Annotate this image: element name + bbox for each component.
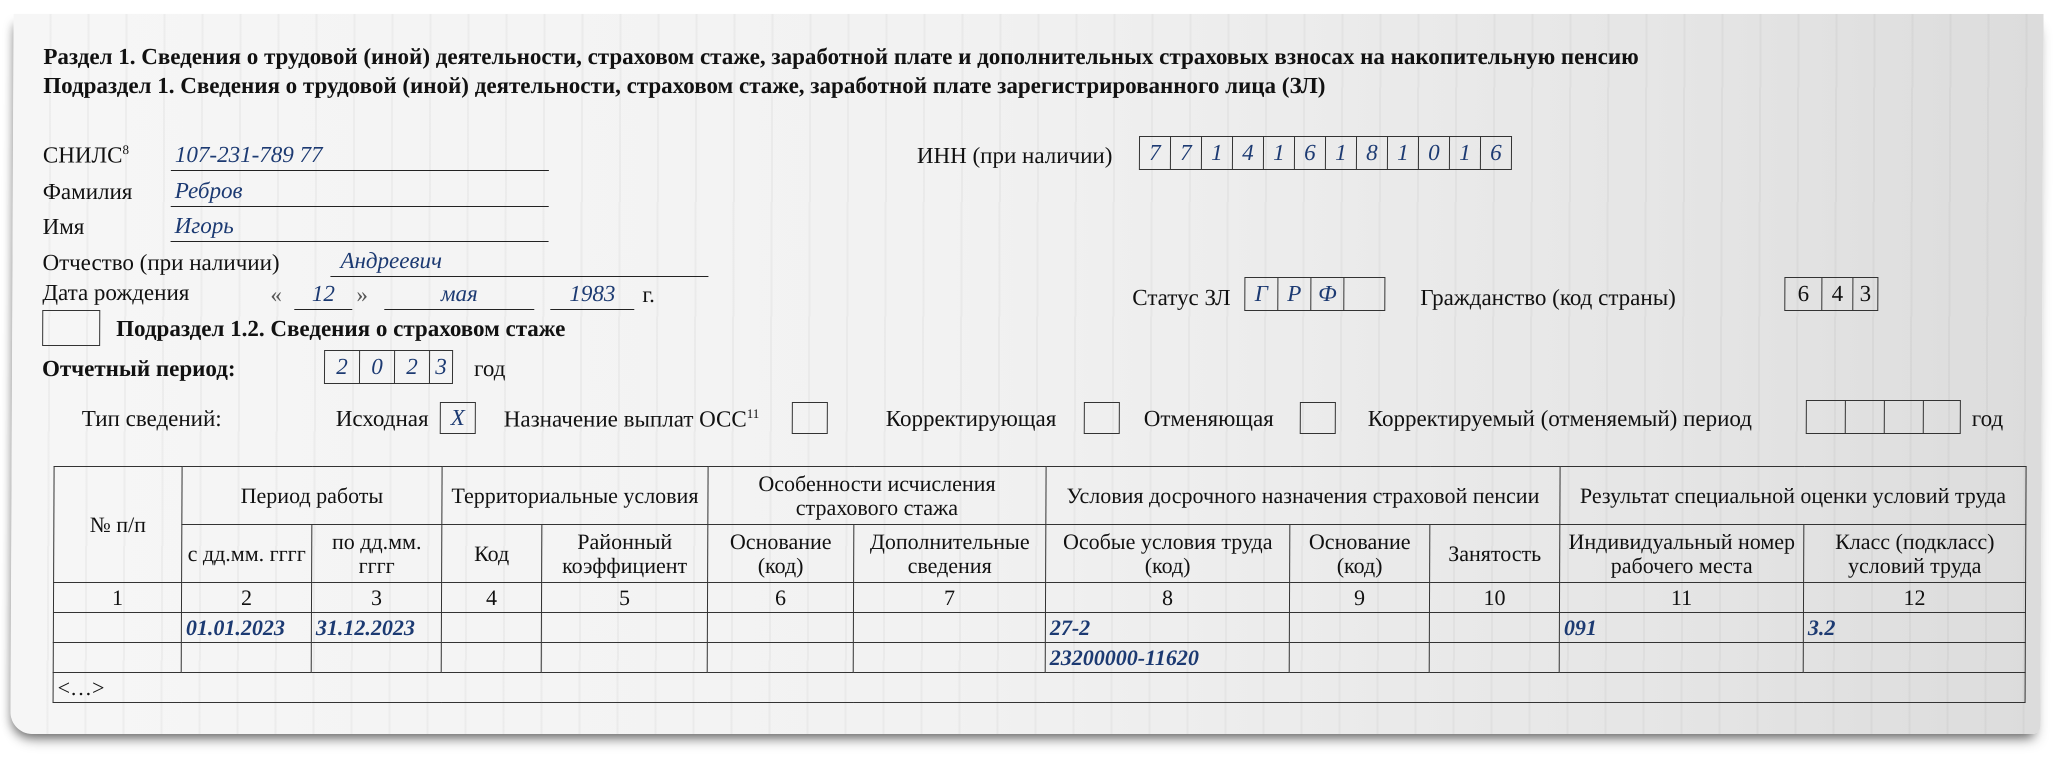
citizenship-digit: 4	[1822, 278, 1853, 310]
cell-terr-coef[interactable]	[541, 613, 707, 643]
corrected-period-cell	[1846, 401, 1885, 433]
cell-early-base[interactable]	[1289, 643, 1429, 673]
header-eval: Результат специальной оценки условий труда	[1560, 467, 2026, 525]
inn-digit: 6	[1490, 140, 1502, 165]
name-field[interactable]	[171, 213, 549, 242]
corrected-period-cell	[1885, 401, 1924, 433]
status-char: Р	[1278, 278, 1311, 310]
status-char: Ф	[1311, 278, 1344, 310]
col-number: 6	[707, 583, 853, 613]
cell-from[interactable]: 01.01.2023	[181, 613, 311, 643]
subsection-12-checkbox[interactable]	[42, 310, 100, 346]
cell-early-special[interactable]: 23200000-11620	[1045, 643, 1289, 673]
cell-terr-code[interactable]	[441, 613, 541, 643]
inn-digit: 1	[1326, 137, 1357, 169]
citizenship-field[interactable]	[1784, 277, 1878, 311]
cell-num[interactable]	[53, 613, 181, 643]
header-num: № п/п	[54, 467, 183, 583]
inn-digit: 8	[1357, 137, 1388, 169]
inn-label: ИНН (при наличии)	[916, 143, 1113, 168]
citizenship-digit: 6	[1785, 278, 1822, 310]
cell-eval-class[interactable]	[1803, 643, 2025, 673]
cell-early-busy[interactable]	[1429, 643, 1559, 673]
header-from: с дд.мм. гггг	[182, 525, 312, 583]
inn-digit: 1	[1264, 137, 1295, 169]
inn-digit: 7	[1140, 137, 1171, 169]
corrected-period-suffix: год	[1971, 406, 2004, 431]
col-number: 9	[1289, 583, 1429, 613]
col-number: 11	[1559, 583, 1803, 613]
cell-to[interactable]	[311, 643, 441, 673]
table-row	[53, 643, 2025, 673]
dob-year-suffix: г.	[642, 282, 655, 307]
header-to: по дд.мм. гггг	[312, 525, 442, 583]
inn-digit: 7	[1171, 137, 1202, 169]
inn-digit: 1	[1202, 137, 1233, 169]
header-early: Условия досрочного назначения страховой пенсии	[1046, 467, 1560, 525]
info-type-label: Тип сведений:	[81, 406, 222, 431]
form-sheet	[10, 14, 2043, 734]
status-char	[1344, 278, 1384, 310]
header-early-busy: Занятость	[1430, 525, 1560, 583]
cell-num[interactable]	[53, 643, 181, 673]
work-period-table	[53, 466, 2027, 703]
inn-digit: 6	[1295, 137, 1326, 169]
col-number: 7	[853, 583, 1045, 613]
header-early-base: Основание (код)	[1290, 525, 1430, 583]
corrected-period-cell	[1807, 401, 1846, 433]
dob-day-field[interactable]: 12	[294, 281, 352, 310]
inn-digit: 0	[1419, 137, 1450, 169]
snils-value: 107-231-789 77	[174, 142, 323, 167]
header-calc-base: Основание (код)	[708, 525, 854, 583]
col-number: 1	[53, 583, 181, 613]
corrected-period-field[interactable]	[1806, 400, 1961, 434]
corrective-label: Корректирующая	[885, 406, 1057, 431]
col-number: 10	[1429, 583, 1559, 613]
dob-year-field[interactable]: 1983	[550, 281, 634, 310]
col-number: 3	[311, 583, 441, 613]
header-calc-add: Дополнительные сведения	[854, 525, 1046, 583]
period-field[interactable]	[324, 350, 453, 384]
name-label: Имя	[42, 214, 85, 239]
cancel-label: Отменяющая	[1143, 406, 1274, 431]
cell-to[interactable]: 31.12.2023	[311, 613, 441, 643]
corrected-period-cell	[1924, 401, 1960, 433]
inn-digit: 4	[1233, 137, 1264, 169]
cell-early-base[interactable]	[1289, 613, 1429, 643]
header-terr-coef: Районный коэффициент	[542, 525, 708, 583]
header-early-special: Особые условия труда (код)	[1046, 525, 1290, 583]
subsection-12-title: Подраздел 1.2. Сведения о страховом стаже	[116, 316, 566, 341]
period-digit: 2	[395, 351, 430, 383]
cell-early-special[interactable]: 27-2	[1045, 613, 1289, 643]
patronymic-field[interactable]	[330, 248, 708, 277]
inn-digit: 1	[1450, 137, 1481, 169]
table-footer: <…>	[53, 673, 2025, 703]
header-calc: Особенности исчисления страхового стажа	[708, 467, 1046, 525]
snils-field[interactable]	[171, 142, 549, 171]
oss-label: Назначение выплат ОСС$^{11}$	[503, 406, 760, 432]
original-checkbox[interactable]: X	[440, 402, 476, 434]
period-suffix: год	[473, 356, 506, 381]
header-terr-code: Код	[442, 525, 542, 583]
header-eval-class: Класс (подкласс) условий труда	[1804, 525, 2026, 583]
period-label: Отчетный период:	[41, 356, 236, 381]
cell-eval-id[interactable]	[1559, 643, 1803, 673]
cell-terr-code[interactable]	[441, 643, 541, 673]
corrective-checkbox[interactable]	[1084, 402, 1120, 434]
inn-digit: 1	[1388, 137, 1419, 169]
status-char: Г	[1245, 278, 1278, 310]
citizenship-label: Гражданство (код страны)	[1420, 285, 1676, 310]
snils-label: СНИЛС$^8$	[42, 142, 130, 168]
citizenship-digit: 3	[1859, 281, 1872, 306]
surname-field[interactable]	[171, 178, 549, 207]
period-digit: 0	[360, 351, 395, 383]
col-number: 12	[1803, 583, 2025, 613]
cell-eval-class[interactable]: 3.2	[1803, 613, 2025, 643]
dob-month-field[interactable]: мая	[384, 281, 534, 310]
oss-checkbox[interactable]	[792, 402, 828, 434]
cell-from[interactable]	[181, 643, 311, 673]
col-number: 8	[1045, 583, 1289, 613]
name-value: Игорь	[174, 213, 234, 238]
section-title: Раздел 1. Сведения о трудовой (иной) деятельности, страховом стаже, заработной плате и дополнительных страховых взносах на накопительную пенсию	[43, 44, 1639, 69]
header-period: Период работы	[182, 467, 442, 525]
cell-calc-base[interactable]	[707, 613, 853, 643]
dob-open-quote: «	[270, 282, 282, 307]
cell-eval-id[interactable]: 091	[1559, 613, 1803, 643]
inn-field[interactable]	[1139, 136, 1512, 170]
patronymic-label: Отчество (при наличии)	[42, 250, 280, 275]
corrected-period-label: Корректируемый (отменяемый) период	[1367, 406, 1753, 431]
status-label: Статус ЗЛ	[1132, 285, 1231, 310]
original-label: Исходная	[335, 406, 429, 431]
status-field[interactable]	[1244, 277, 1385, 311]
header-territorial: Территориальные условия	[442, 467, 708, 525]
subsection-title: Подраздел 1. Сведения о трудовой (иной) деятельности, страховом стаже, заработной плате зарегистрированного лица (ЗЛ)	[43, 73, 1326, 98]
cell-early-busy[interactable]	[1429, 613, 1559, 643]
dob-label: Дата рождения	[42, 280, 190, 305]
period-digit: 2	[325, 351, 360, 383]
col-number: 2	[181, 583, 311, 613]
surname-label: Фамилия	[42, 179, 133, 204]
table-row	[53, 613, 2025, 643]
cell-calc-add[interactable]	[853, 643, 1045, 673]
period-digit: 3	[435, 354, 447, 379]
patronymic-value: Андреевич	[340, 248, 443, 273]
cell-calc-base[interactable]	[707, 643, 853, 673]
cancel-checkbox[interactable]	[1300, 402, 1336, 434]
cell-terr-coef[interactable]	[541, 643, 707, 673]
col-number: 5	[541, 583, 707, 613]
cell-calc-add[interactable]	[853, 613, 1045, 643]
header-eval-id: Индивидуальный номер рабочего места	[1560, 525, 1804, 583]
surname-value: Ребров	[174, 178, 243, 203]
col-number: 4	[441, 583, 541, 613]
dob-close-quote: »	[356, 282, 368, 307]
